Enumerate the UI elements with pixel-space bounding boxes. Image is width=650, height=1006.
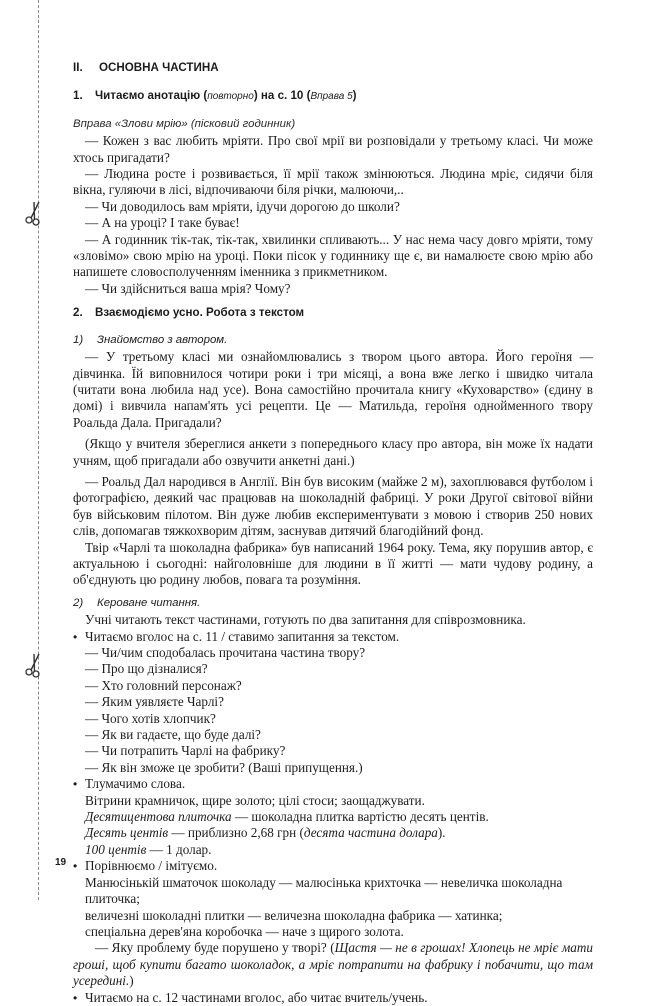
definition: Десятицентова плиточка — шоколадна плитка вартістю десять центів. [85, 809, 489, 825]
question: — Про що дізналися? [85, 661, 208, 677]
definition: Десять центів — приблизно 2,68 грн (десята частина долара). [85, 825, 446, 841]
question-list [73, 645, 593, 776]
paragraph: — Чи доводилось вам мріяти, ідучи дорогою до школи? [85, 198, 400, 214]
subsection-2-heading: 2) Кероване читання. [73, 596, 201, 609]
vocabulary-words: Вітрини крамничок, щире золото; цілі стоси; заощаджувати. [85, 792, 425, 808]
comparison-line: величезні шоколадні плитки — величезна шоколадна фабрика — хатинка; [85, 907, 503, 923]
paragraph: — Людина росте і розвивається, її мрії також змінюються. Людина мріє, сидячи біля вікна, гуляючи в лісі, відпочиваючи біля річки, малюючи,.. [73, 166, 593, 198]
teacher-note: (Якщо у вчителя збереглися анкети з попереднього класу про автора, він може їх надати учням, щоб пригадали або озвучити анкетні дані.) [73, 436, 593, 468]
question: — Як ви гадаєте, що буде далі? [85, 727, 261, 743]
paragraph: — Кожен з вас любить мріяти. Про свої мрії ви розповідали у третьому класі. Чи може хтось пригадати? [73, 133, 593, 165]
paragraph: — А на уроці? І таке буває! [85, 215, 240, 231]
subsection-1-heading: 1) Знайомство з автором. [73, 333, 228, 346]
paragraph: — Роальд Дал народився в Англії. Він був високим (майже 2 м), захоплювався футболом і фотографією, деякий час працював на шоколадній фабриці. У роки Другої світової війни був військовим пілотом. Він дуже любив експериментувати з мовою і створив 250 нових слів, допомагав тяжкохворим дітям, заснував дитячий благодійний фонд. [73, 473, 593, 539]
question: — Яким уявляєте Чарлі? [85, 694, 224, 710]
definition: 100 центів — 1 долар. [85, 841, 212, 857]
item-2-heading: 2. Взаємодіємо усно. Робота з текстом [73, 306, 305, 320]
question: — Як він зможе це зробити? (Ваші припущення.) [85, 759, 363, 775]
paragraph: Твір «Чарлі та шоколадна фабрика» був написаний 1964 року. Тема, яку порушив автор, є актуальною і сьогодні: найголовніше для людини в її житті — мати чудову родину, а об'єднують цю родину любов, повага та розуміння. [73, 539, 593, 588]
bullet-item: • Читаємо вголос на с. 11 / ставимо запитання за текстом. [73, 629, 593, 645]
item-1-heading: 1. Читаємо анотацію (повторно) на с. 10 (Вправа 5) [73, 89, 357, 103]
paragraph: — А годинник тік-так, тік-так, хвилинки спливають... У нас нема часу довго мріяти, тому «зловімо» свою мрію на уроці. Поки пісок у годиннику ще є, ви намалюєте свою мрію або напишете словосполученням іменника з прикметником. [73, 231, 593, 280]
scissors-icon [24, 652, 44, 678]
comparison-block [73, 875, 593, 941]
problem-question: — Яку проблему буде порушено у творі? (Щастя — не в грошах! Хлопець не мріє мати гроші, щоб купити багато шоколадок, а мріє потрапити на фабрику і побачити, що там усередині.) [73, 940, 593, 989]
scissors-icon [24, 200, 44, 226]
section-heading: II. ОСНОВНА ЧАСТИНА [73, 61, 219, 74]
bullet-item: • Читаємо на с. 12 частинами вголос, або читає вчитель/учень. [73, 990, 593, 1006]
page-content [73, 60, 593, 1006]
question: — Чи потрапить Чарлі на фабрику? [85, 743, 286, 759]
vocabulary-block [73, 793, 593, 859]
exercise-title: Вправа «Злови мрію» (пісковий годинник) [73, 117, 296, 130]
question: — Чого хотів хлопчик? [85, 710, 216, 726]
page-number: 19 [55, 857, 67, 868]
paragraph: — Чи здійсниться ваша мрія? Чому? [85, 280, 291, 296]
paragraph: Учні читають текст частинами, готують по два запитання для співрозмовника. [85, 612, 526, 628]
question: — Хто головний персонаж? [85, 677, 242, 693]
question: — Чи/чим сподобалась прочитана частина твору? [85, 645, 366, 660]
paragraph: — У третьому класі ми ознайомлювались з твором цього автора. Його героїня — дівчинка. Їй виповнилося чотири роки і три місяці, а вона вже легко і швидко читала (читати вона любила над усе). Вона самостійно прочитала книгу «Куховарство» (єдину в домі) і вивчила напам'ять усі рецепти. Це — Матильда, героїня однойменного твору Роальда Дала. Пригадали? [73, 349, 593, 430]
bullet-item: • Порівнюємо / імітуємо. [73, 858, 593, 874]
comparison-line: Манюсінькій шматочок шоколаду — малюсінька крихточка — невеличка шоколадна плиточка; [85, 874, 563, 907]
bullet-item: • Тлумачимо слова. [73, 776, 593, 792]
cut-line [38, 0, 39, 900]
comparison-line: спеціальна дерев'яна коробочка — наче з щирого золота. [85, 923, 404, 939]
